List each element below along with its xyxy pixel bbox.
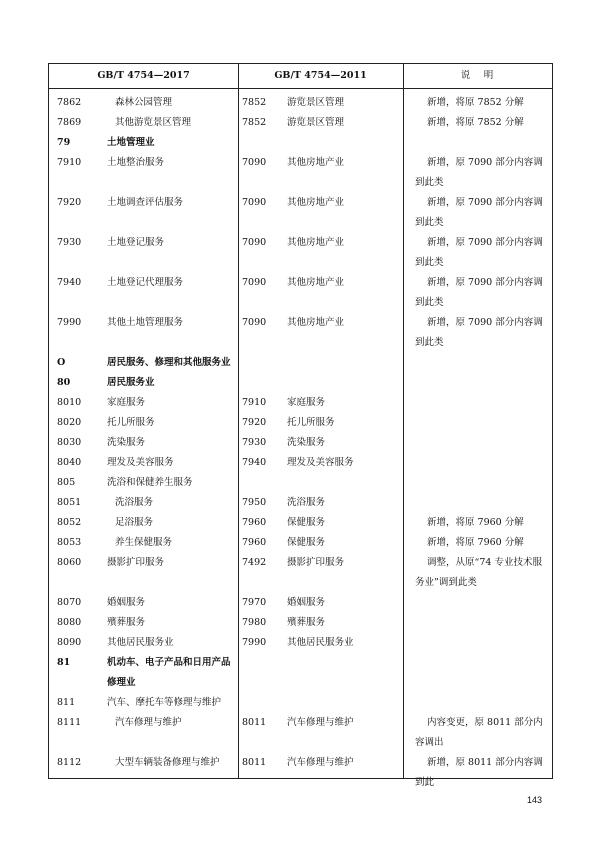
cell-name-2017: 家庭服务	[107, 397, 146, 408]
cell-code-2011: 7090	[242, 237, 267, 248]
cell-code-2017: 8053	[57, 537, 82, 548]
cell-code-2011: 7920	[242, 417, 267, 428]
cell-name-2011: 保健服务	[287, 517, 326, 528]
cell-name-2011: 洗染服务	[287, 437, 326, 448]
cell-code-2017: 8010	[57, 397, 82, 408]
cell-code-2011: 7940	[242, 457, 267, 468]
cell-code-2011: 7980	[242, 617, 267, 628]
cell-name-2017: 森林公园管理	[115, 97, 173, 108]
cell-name-2017: 理发及美容服务	[107, 457, 174, 468]
cell-note: 新增，原 7090 部分内容调到此类	[415, 317, 543, 348]
cell-code-2017: 7910	[57, 157, 82, 168]
cell-note: 新增，原 7090 部分内容调到此类	[415, 197, 543, 228]
cell-code-2011: 8011	[242, 757, 267, 768]
cell-code-2017: 811	[57, 697, 76, 708]
cell-code-2017: 79	[57, 137, 71, 148]
cell-name-2017: 其他居民服务业	[107, 637, 174, 648]
cell-code-2017: 8030	[57, 437, 82, 448]
cell-note: 内容变更，原 8011 部分内容调出	[415, 717, 543, 748]
cell-name-2011: 保健服务	[287, 537, 326, 548]
cell-name-2017: 大型车辆装备修理与维护	[115, 757, 220, 768]
cell-name-2017: 洗浴和保健养生服务	[107, 477, 193, 488]
cell-name-2017: 洗浴服务	[115, 497, 154, 508]
cell-code-2011: 8011	[242, 717, 267, 728]
cell-code-2017: 7920	[57, 197, 82, 208]
cell-code-2011: 7910	[242, 397, 267, 408]
header-gbt-2017: GB/T 4754—2017	[97, 70, 190, 81]
cell-code-2017: O	[57, 357, 66, 368]
cell-code-2011: 7970	[242, 597, 267, 608]
cell-name-2011: 其他房地产业	[287, 157, 345, 168]
cell-code-2017: 8112	[57, 757, 82, 768]
cell-code-2017: 81	[57, 657, 71, 668]
cell-name-2017: 汽车、摩托车等修理与维护	[107, 697, 222, 708]
cell-code-2017: 8040	[57, 457, 82, 468]
cell-name-2017: 足浴服务	[115, 517, 154, 528]
cell-name-2017: 托儿所服务	[107, 417, 155, 428]
cell-code-2017: 7930	[57, 237, 82, 248]
cell-name-2017: 居民服务、修理和其他服务业	[107, 357, 231, 368]
cell-code-2017: 7869	[57, 117, 82, 128]
cell-name-2017: 其他游览景区管理	[115, 117, 192, 128]
cell-name-2011: 其他房地产业	[287, 237, 345, 248]
cell-code-2017: 7862	[57, 97, 82, 108]
cell-name-2011: 游览景区管理	[287, 97, 345, 108]
cell-code-2011: 7960	[242, 537, 267, 548]
cell-note: 新增，将原 7852 分解	[427, 117, 524, 128]
page-number: 143	[527, 795, 543, 805]
cell-code-2017: 8111	[57, 717, 82, 728]
column-divider	[238, 64, 239, 778]
cell-name-2011: 理发及美容服务	[287, 457, 354, 468]
cell-name-2011: 洗浴服务	[287, 497, 326, 508]
cell-code-2011: 7090	[242, 157, 267, 168]
cell-code-2017: 8080	[57, 617, 82, 628]
cell-name-2011: 其他居民服务业	[287, 637, 354, 648]
cell-name-2011: 殯葬服务	[287, 617, 326, 628]
cell-name-2017: 汽车修理与维护	[115, 717, 182, 728]
cell-code-2017: 8070	[57, 597, 82, 608]
cell-name-2011: 汽车修理与维护	[287, 717, 354, 728]
cell-name-2017: 土地登记服务	[107, 237, 165, 248]
cell-name-2017: 洗染服务	[107, 437, 146, 448]
cell-name-2017: 居民服务业	[107, 377, 155, 388]
cell-name-2017: 殯葬服务	[107, 617, 146, 628]
cell-name-2017: 机动车、电子产品和日用产品修理业	[107, 657, 231, 688]
cell-name-2011: 摄影扩印服务	[287, 557, 345, 568]
cell-name-2011: 家庭服务	[287, 397, 326, 408]
cell-name-2017: 婚姻服务	[107, 597, 146, 608]
cell-name-2011: 托儿所服务	[287, 417, 335, 428]
cell-code-2017: 8020	[57, 417, 82, 428]
cell-name-2017: 土地登记代理服务	[107, 277, 184, 288]
cell-note: 新增，将原 7852 分解	[427, 97, 524, 108]
cell-name-2017: 其他土地管理服务	[107, 317, 184, 328]
cell-note: 调整，从原“74 专业技术服务业”调到此类	[415, 557, 542, 588]
cell-name-2011: 游览景区管理	[287, 117, 345, 128]
cell-code-2011: 7930	[242, 437, 267, 448]
cell-code-2017: 8051	[57, 497, 82, 508]
cell-note: 新增，将原 7960 分解	[427, 537, 524, 548]
cell-note: 新增，原 7090 部分内容调到此类	[415, 237, 543, 268]
cell-name-2017: 土地整治服务	[107, 157, 165, 168]
cell-note: 新增，原 7090 部分内容调到此类	[415, 277, 543, 308]
cell-code-2011: 7852	[242, 117, 267, 128]
cell-name-2017: 养生保健服务	[115, 537, 173, 548]
cell-code-2017: 8052	[57, 517, 82, 528]
cell-name-2011: 其他房地产业	[287, 277, 345, 288]
cell-code-2017: 7940	[57, 277, 82, 288]
cell-code-2011: 7990	[242, 637, 267, 648]
cell-code-2011: 7950	[242, 497, 267, 508]
cell-name-2017: 摄影扩印服务	[107, 557, 165, 568]
cell-note: 新增，原 8011 部分内容调到此	[415, 757, 543, 788]
cell-name-2011: 汽车修理与维护	[287, 757, 354, 768]
cell-name-2011: 婚姻服务	[287, 597, 326, 608]
cell-name-2011: 其他房地产业	[287, 197, 345, 208]
cell-code-2017: 8060	[57, 557, 82, 568]
cell-note: 新增，原 7090 部分内容调到此类	[415, 157, 543, 188]
cell-code-2011: 7852	[242, 97, 267, 108]
cell-code-2017: 80	[57, 377, 71, 388]
header-gbt-2011: GB/T 4754—2011	[274, 70, 367, 81]
cell-code-2011: 7090	[242, 277, 267, 288]
cell-name-2017: 土地管理业	[107, 137, 155, 148]
header-note: 说 明	[460, 70, 496, 81]
cell-code-2011: 7960	[242, 517, 267, 528]
cell-note: 新增，将原 7960 分解	[427, 517, 524, 528]
column-divider	[403, 64, 404, 778]
cell-code-2017: 805	[57, 477, 76, 488]
cell-name-2011: 其他房地产业	[287, 317, 345, 328]
header-divider	[49, 88, 552, 89]
cell-code-2011: 7090	[242, 197, 267, 208]
cell-code-2017: 8090	[57, 637, 82, 648]
cell-code-2011: 7090	[242, 317, 267, 328]
cell-name-2017: 土地调查评估服务	[107, 197, 184, 208]
classification-table	[48, 63, 553, 788]
cell-code-2011: 7492	[242, 557, 267, 568]
cell-code-2017: 7990	[57, 317, 82, 328]
